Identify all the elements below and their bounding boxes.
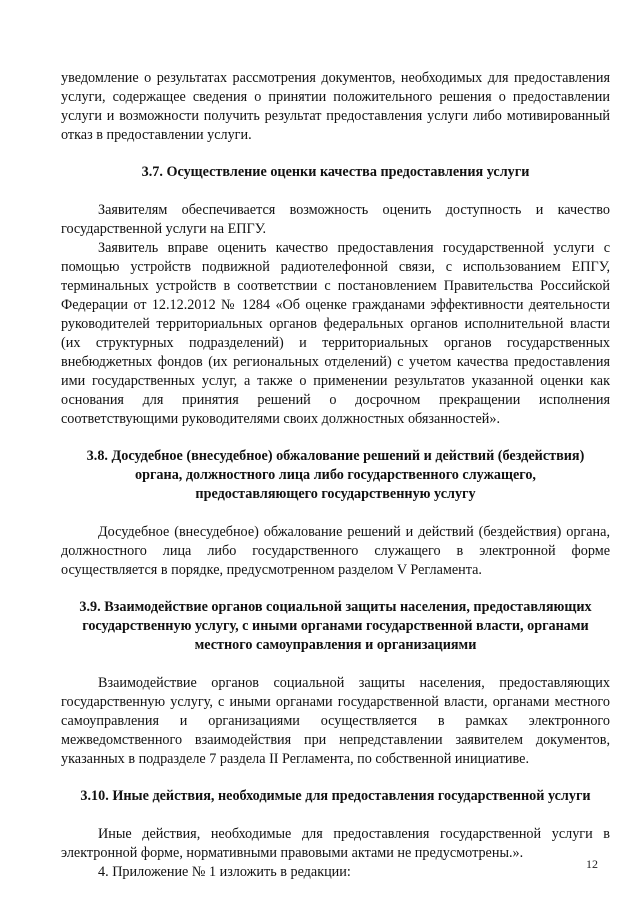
spacer [61,504,610,523]
spacer [61,429,610,447]
section-3-10-heading: 3.10. Иные действия, необходимые для предоставления государственной услуги [80,788,591,804]
section-3-9-heading [61,598,610,655]
document-body [61,69,610,882]
section-3-9-paragraph: Взаимодействие органов социальной защиты населения, предоставляющих государственную услугу, с иными органами государственной власти, органами местного самоуправления и организациями осуществляется в рамках электронного межведомственного взаимодействия при непредставлении заявителем документов, указанных в подразделе 7 раздела II Регламента, по собственной инициативе. [61,675,610,767]
section-3-10-paragraph-2: 4. Приложение № 1 изложить в редакции: [98,864,351,880]
page-number: 12 [586,857,598,871]
spacer [61,145,610,163]
section-3-7-paragraph-2: Заявитель вправе оценить качество предоставления государственной услуги с помощью устройств подвижной радиотелефонной связи, с использованием ЕПГУ, терминальных устройств в соответствии с постановлением Правительства Российской Федерации от 12.12.2012 № 1284 «Об оценке гражданами эффективности деятельности руководителей территориальных органов федеральных органов исполнительной власти (их структурных подразделений) и территориальных органов государственных внебюджетных фондов (их региональных отделений) с учетом качества предоставления ими государственных услуг, а также о применении результатов указанной оценки как основания для принятия решений о досрочном прекращении исполнения соответствующими руководителями своих должностных обязанностей». [61,240,610,427]
section-3-8-heading-line-1: 3.8. Досудебное (внесудебное) обжалование решений и действий (бездействия) [86,448,585,464]
section-3-9-heading-line-1: 3.9. Взаимодействие органов социальной защиты населения, предоставляющих [79,599,592,615]
spacer [61,806,610,825]
section-3-9-heading-line-2: государственную услугу, с иными органами государственной власти, органами [82,618,589,634]
section-3-8-heading-line-3: предоставляющего государственную услугу [195,486,476,502]
section-3-8-heading-line-2: органа, должностного лица либо государственного служащего, [135,467,536,483]
section-3-9-heading-line-3: местного самоуправления и организациями [194,637,477,653]
paragraph-notification: уведомление о результатах рассмотрения документов, необходимых для предоставления услуги, содержащее сведения о принятии положительного решения о предоставлении услуги и возможности получить результат предоставления услуги либо мотивированный отказ в предоставлении услуги. [61,70,610,143]
section-3-7-heading: 3.7. Осуществление оценки качества предоставления услуги [141,164,530,180]
section-3-8-heading [61,447,610,504]
section-3-8-paragraph: Досудебное (внесудебное) обжалование решений и действий (бездействия) органа, должностного лица либо государственного служащего в электронной форме осуществляется в порядке, предусмотренном разделом V Регламента. [61,524,610,578]
section-3-7-paragraph-1: Заявителям обеспечивается возможность оценить доступность и качество государственной услуги на ЕПГУ. [61,202,610,237]
spacer [61,655,610,674]
section-3-10-paragraph-1: Иные действия, необходимые для предоставления государственной услуги в электронной форме, нормативными правовыми актами не предусмотрены.». [61,826,610,861]
spacer [61,580,610,598]
spacer [61,182,610,201]
spacer [61,769,610,787]
